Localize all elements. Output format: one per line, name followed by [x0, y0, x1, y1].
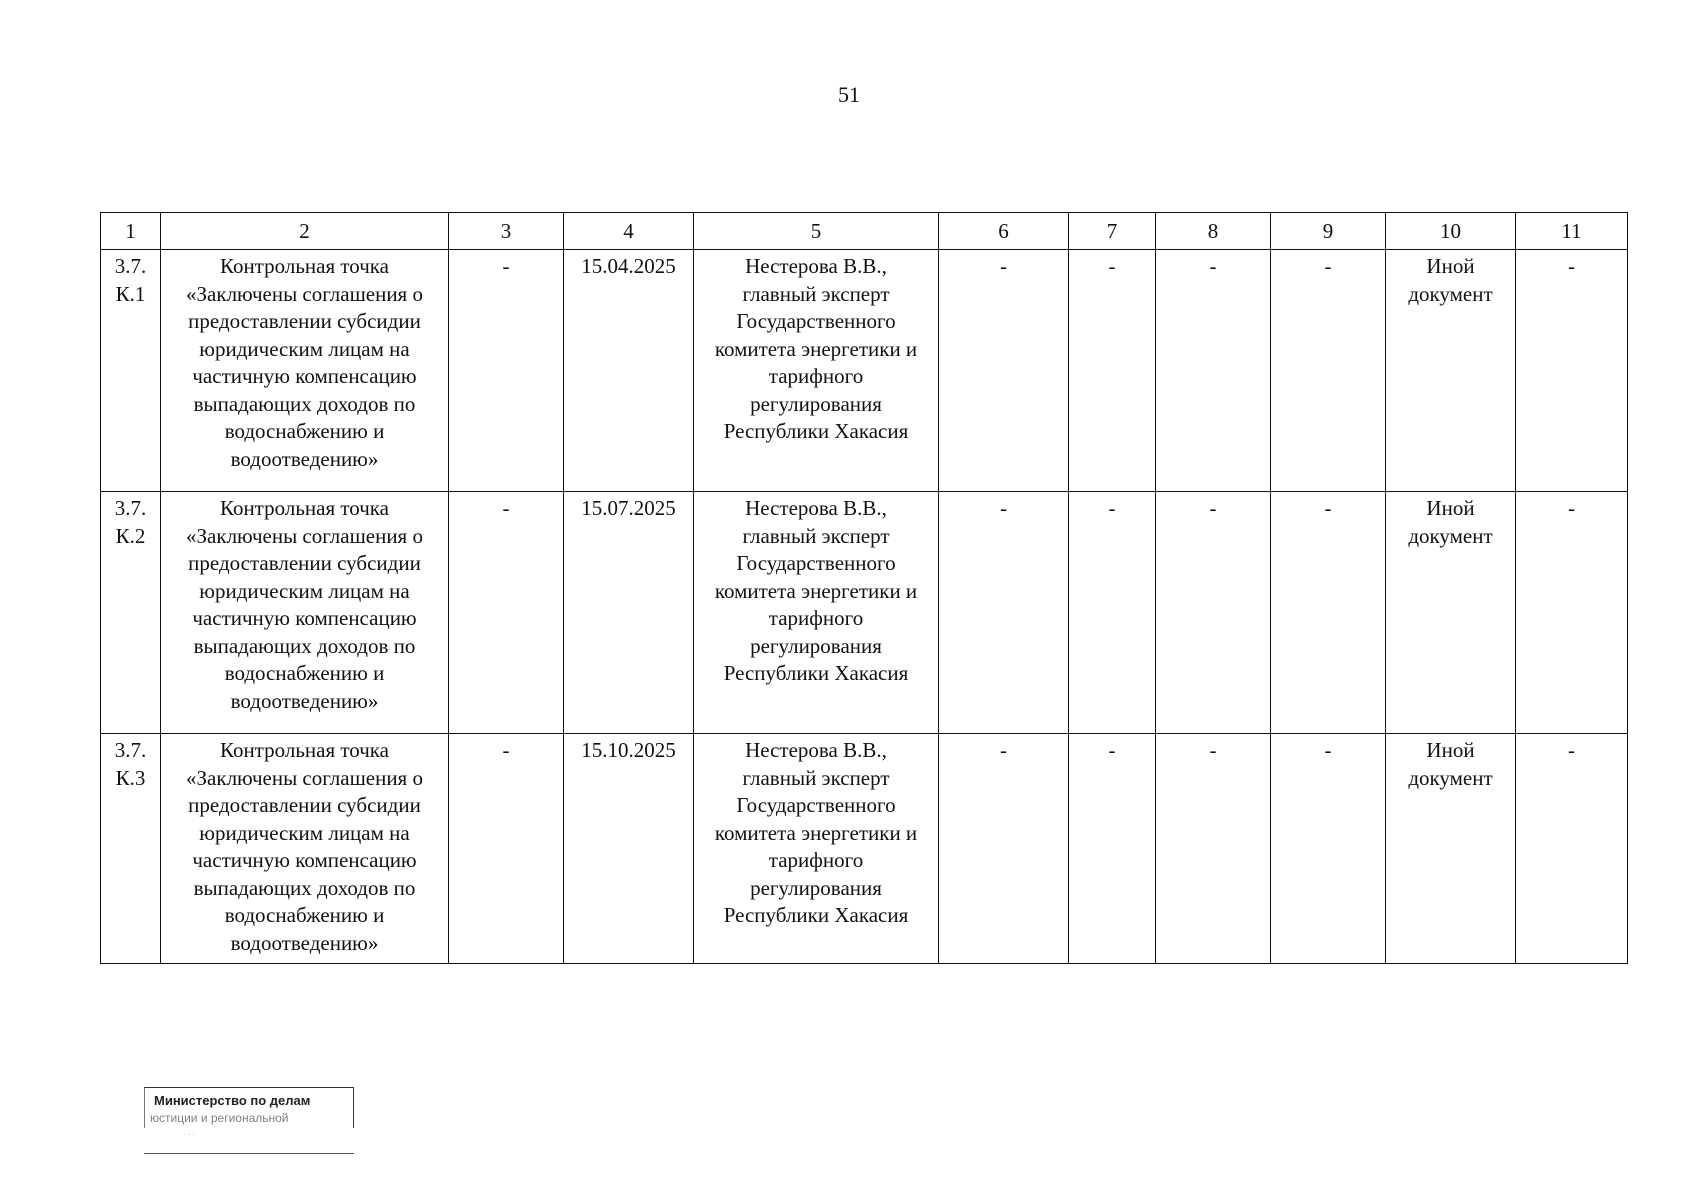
row-col3: -	[449, 734, 564, 964]
row-description: Контрольная точка «Заключены соглашения о предоставлении субсидии юридическим лицам на частичную компенсацию выпадающих доходов по водоснабжению и водоотведению»	[161, 250, 449, 492]
row-col11: -	[1516, 734, 1628, 964]
stamp-line-2: юстиции и региональной	[150, 1111, 289, 1125]
row-col6: -	[939, 492, 1069, 734]
header-col-6: 6	[939, 213, 1069, 250]
row-col11: -	[1516, 250, 1628, 492]
row-number: 3.7. К.1	[101, 250, 161, 492]
row-col9: -	[1271, 250, 1386, 492]
row-responsible: Нестерова В.В., главный эксперт Государственного комитета энергетики и тарифного регулирования Республики Хакасия	[694, 734, 939, 964]
row-col6: -	[939, 250, 1069, 492]
header-col-9: 9	[1271, 213, 1386, 250]
ministry-stamp	[144, 1087, 354, 1155]
row-document-type: Иной документ	[1386, 250, 1516, 492]
header-col-4: 4	[564, 213, 694, 250]
row-col8: -	[1156, 734, 1271, 964]
stamp-line-3: ...	[184, 1128, 197, 1137]
row-col9: -	[1271, 734, 1386, 964]
row-date: 15.07.2025	[564, 492, 694, 734]
plan-table	[100, 212, 1628, 964]
row-col8: -	[1156, 250, 1271, 492]
row-col7: -	[1069, 492, 1156, 734]
row-col8: -	[1156, 492, 1271, 734]
header-col-7: 7	[1069, 213, 1156, 250]
row-responsible: Нестерова В.В., главный эксперт Государственного комитета энергетики и тарифного регулирования Республики Хакасия	[694, 492, 939, 734]
row-number: 3.7. К.3	[101, 734, 161, 964]
table-row	[101, 734, 1628, 964]
header-col-1: 1	[101, 213, 161, 250]
header-col-8: 8	[1156, 213, 1271, 250]
table-body	[101, 250, 1628, 964]
row-description: Контрольная точка «Заключены соглашения о предоставлении субсидии юридическим лицам на частичную компенсацию выпадающих доходов по водоснабжению и водоотведению»	[161, 492, 449, 734]
row-document-type: Иной документ	[1386, 734, 1516, 964]
header-row	[101, 213, 1628, 250]
row-col6: -	[939, 734, 1069, 964]
row-col7: -	[1069, 734, 1156, 964]
header-col-5: 5	[694, 213, 939, 250]
row-col3: -	[449, 492, 564, 734]
row-responsible: Нестерова В.В., главный эксперт Государственного комитета энергетики и тарифного регулирования Республики Хакасия	[694, 250, 939, 492]
row-date: 15.10.2025	[564, 734, 694, 964]
row-document-type: Иной документ	[1386, 492, 1516, 734]
table-row	[101, 250, 1628, 492]
header-col-10: 10	[1386, 213, 1516, 250]
header-col-11: 11	[1516, 213, 1628, 250]
row-description: Контрольная точка «Заключены соглашения о предоставлении субсидии юридическим лицам на частичную компенсацию выпадающих доходов по водоснабжению и водоотведению»	[161, 734, 449, 964]
header-col-2: 2	[161, 213, 449, 250]
table-row	[101, 492, 1628, 734]
row-col3: -	[449, 250, 564, 492]
stamp-line-1: Министерство по делам	[154, 1093, 311, 1108]
row-col7: -	[1069, 250, 1156, 492]
header-col-3: 3	[449, 213, 564, 250]
table-header	[101, 213, 1628, 250]
row-number: 3.7. К.2	[101, 492, 161, 734]
row-col9: -	[1271, 492, 1386, 734]
page-number: 51	[838, 82, 860, 107]
row-date: 15.04.2025	[564, 250, 694, 492]
row-col11: -	[1516, 492, 1628, 734]
stamp-rule	[144, 1153, 354, 1154]
